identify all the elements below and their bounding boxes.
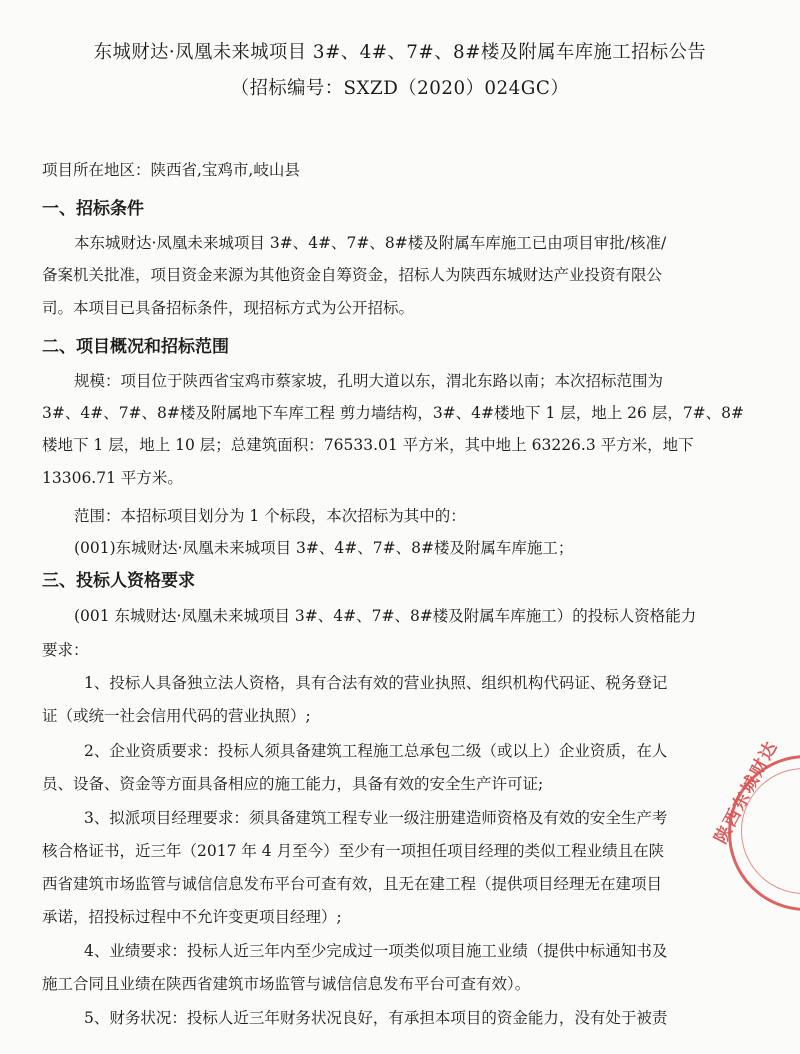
section-3-heading: 三、投标人资格要求: [42, 571, 195, 591]
bid-number: （招标编号：SXZD（2020）024GC）: [230, 78, 570, 99]
text-line: 范围：本招标项目划分为 1 个标段，本次招标为其中的：: [74, 507, 466, 525]
text-line: 4、业绩要求：投标人近三年内至少完成过一项类似项目施工业绩（提供中标通知书及: [84, 942, 668, 960]
text-line: 5、财务状况：投标人近三年财务状况良好，有承担本项目的资金能力，没有处于被责: [84, 1009, 668, 1027]
text-line: 3#、4#、7#、8#楼及附属地下车库工程 剪力墙结构，3#、4#楼地下 1 层，地上 26 层，7#、8#: [42, 404, 745, 422]
document-title: 东城财达·凤凰未来城项目 3#、4#、7#、8#楼及附属车库施工招标公告: [93, 42, 707, 63]
text-line: (001)东城财达·凤凰未来城项目 3#、4#、7#、8#楼及附属车库施工；: [74, 539, 574, 557]
section-2-heading: 二、项目概况和招标范围: [42, 337, 229, 357]
text-line: 13306.71 平方米。: [42, 469, 183, 487]
text-line: 楼地下 1 层，地上 10 层；总建筑面积：76533.01 平方米，其中地上 63226.3 平方米，地下: [42, 436, 694, 454]
text-line: 规模：项目位于陕西省宝鸡市蔡家坡，孔明大道以东，渭北东路以南；本次招标范围为: [74, 372, 664, 390]
text-line: 西省建筑市场监管与诚信信息发布平台可查有效，且无在建工程（提供项目经理无在建项目: [42, 875, 663, 893]
text-line: 备案机关批准，项目资金来源为其他资金自筹资金，招标人为陕西东城财达产业投资有限公: [42, 266, 663, 284]
text-line: 2、企业资质要求：投标人须具备建筑工程施工总承包二级（或以上）企业资质，在人: [84, 742, 668, 760]
text-line: 核合格证书，近三年（2017 年 4 月至今）至少有一项担任项目经理的类似工程业绩且在陕: [42, 842, 665, 860]
text-line: 要求：: [42, 641, 89, 659]
text-line: 1、投标人具备独立法人资格，具有合法有效的营业执照、组织机构代码证、税务登记: [84, 674, 668, 692]
text-line: 3、拟派项目经理要求：须具备建筑工程专业一级注册建造师资格及有效的安全生产考: [84, 809, 668, 827]
text-line: 司。本项目已具备招标条件，现招标方式为公开招标。: [42, 299, 415, 317]
text-line: 施工合同且业绩在陕西省建筑市场监管与诚信信息发布平台可查有效）。: [42, 975, 531, 993]
text-line: (001 东城财达·凤凰未来城项目 3#、4#、7#、8#楼及附属车库施工）的投标人资格能力: [74, 607, 697, 625]
section-1-heading: 一、招标条件: [42, 199, 144, 219]
text-line: 本东城财达·凤凰未来城项目 3#、4#、7#、8#楼及附属车库施工已由项目审批/核准/: [74, 234, 667, 252]
text-line: 员、设备、资金等方面具备相应的施工能力，具备有效的安全生产许可证;: [42, 775, 544, 793]
project-location: 项目所在地区：陕西省,宝鸡市,岐山县: [42, 161, 300, 179]
seal-text: 陕西东城财达: [711, 737, 783, 848]
text-line: 承诺，招投标过程中不允许变更项目经理）;: [42, 908, 342, 926]
company-seal-stamp: [711, 737, 800, 911]
text-line: 证（或统一社会信用代码的营业执照）;: [42, 707, 311, 725]
